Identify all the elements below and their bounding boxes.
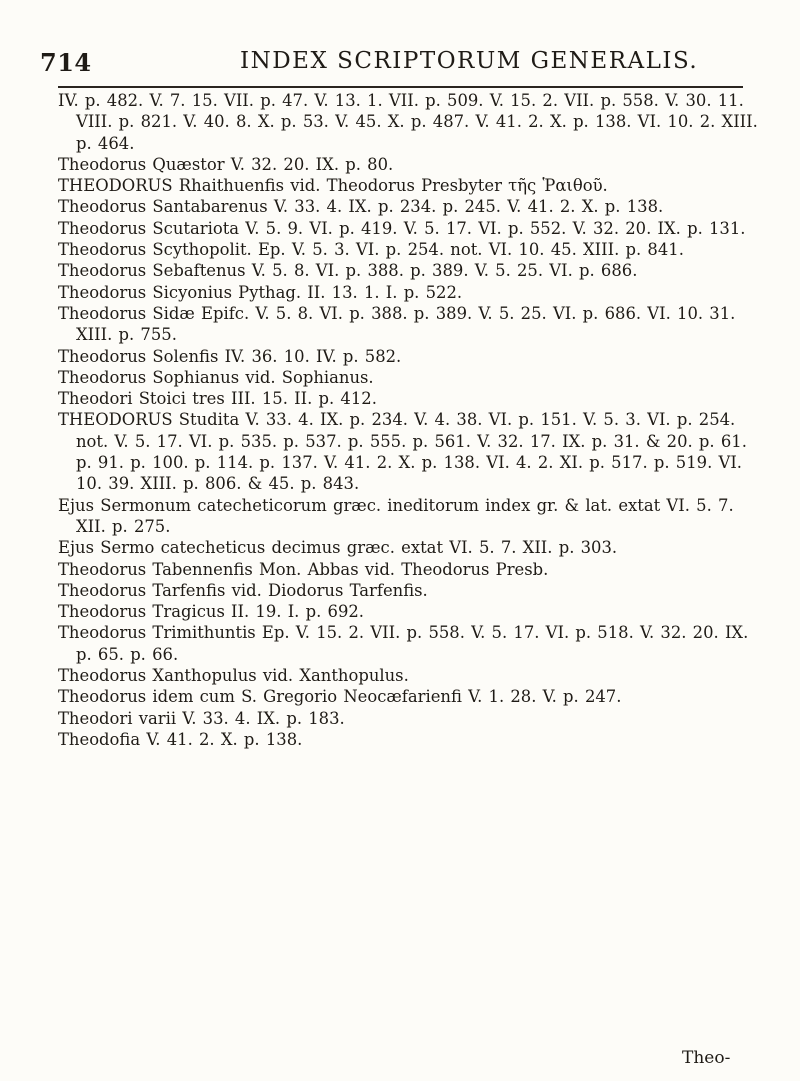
index-entry: Theodorus Tarfenfis vid. Diodorus Tarfenfis. — [58, 580, 428, 600]
index-entry: IV. p. 482. V. 7. 15. VII. p. 47. V. 13. 1. VII. p. 509. V. 15. 2. VII. p. 558. V. 30. 11. VIII. p. 821. V. 40. 8. X. p. 53. V. 45. X. p. 487. V. 41. 2. X. p. 138. VI. 10. 2. XIII. p. 464. — [58, 91, 758, 153]
catchword: Theo- — [682, 1048, 731, 1068]
index-entry: Theodorus Scythopolit. Ep. V. 5. 3. VI. p. 254. not. VI. 10. 45. XIII. p. 841. — [58, 240, 684, 260]
index-entry: Theodorus Solenfis IV. 36. 10. IV. p. 582. — [58, 346, 402, 366]
index-entry: Theodorus Tragicus II. 19. I. p. 692. — [58, 602, 365, 622]
index-entry: Theodorus Tabennenfis Mon. Abbas vid. Theodorus Presb. — [58, 559, 549, 579]
index-entry: Theodofia V. 41. 2. X. p. 138. — [58, 729, 303, 749]
index-entry: Theodorus Scutariota V. 5. 9. VI. p. 419. V. 5. 17. VI. p. 552. V. 32. 20. IX. p. 131. — [58, 218, 746, 238]
running-head — [30, 48, 770, 82]
index-entry: Theodorus Quæstor V. 32. 20. IX. p. 80. — [58, 154, 394, 174]
index-entry: Ejus Sermo catecheticus decimus græc. extat VI. 5. 7. XII. p. 303. — [58, 538, 618, 558]
page-number: 714 — [40, 48, 92, 77]
index-entry: Theodorus Sicyonius Pythag. II. 13. 1. I. p. 522. — [58, 282, 463, 302]
index-entry-list — [58, 90, 758, 750]
header-rule — [58, 86, 743, 88]
index-entry: Theodorus Xanthopulus vid. Xanthopulus. — [58, 666, 409, 686]
index-entry: Ejus Sermonum catecheticorum græc. ineditorum index gr. & lat. extat VI. 5. 7. XII. p. 275. — [58, 495, 734, 536]
index-entry: Theodorus Sophianus vid. Sophianus. — [58, 367, 374, 387]
index-entry: Theodorus Santabarenus V. 33. 4. IX. p. 234. p. 245. V. 41. 2. X. p. 138. — [58, 197, 664, 217]
index-entry: Theodorus Sebaftenus V. 5. 8. VI. p. 388. p. 389. V. 5. 25. VI. p. 686. — [58, 261, 638, 281]
running-title: INDEX SCRIPTORUM GENERALIS. — [240, 48, 699, 74]
index-entry: THEODORUS Studita V. 33. 4. IX. p. 234. V. 4. 38. VI. p. 151. V. 5. 3. VI. p. 254. not. V. 5. 17. VI. p. 535. p. 537. p. 555. p. 561. V. 32. 17. IX. p. 31. & 20. p. 61. p. 91. p. 100. p. 114. p. 137. V. 41. 2. X. p. 138. VI. 4. 2. XI. p. 517. p. 519. VI. 10. 39. XIII. p. 806. & 45. p. 843. — [58, 410, 747, 494]
index-entry: Theodorus Sidæ Epifc. V. 5. 8. VI. p. 388. p. 389. V. 5. 25. VI. p. 686. VI. 10. 31. XIII. p. 755. — [58, 303, 736, 345]
index-entry: THEODORUS Rhaithuenfis vid. Theodorus Presbyter τῆς Ῥαιθοῦ. — [58, 176, 608, 196]
index-entry: Theodorus idem cum S. Gregorio Neocæfarienfi V. 1. 28. V. p. 247. — [58, 687, 622, 707]
index-entry: Theodori Stoici tres III. 15. II. p. 412. — [58, 389, 377, 409]
index-entry: Theodorus Trimithuntis Ep. V. 15. 2. VII. p. 558. V. 5. 17. VI. p. 518. V. 32. 20. IX. p. 65. p. 66. — [58, 623, 749, 664]
index-entry: Theodori varii V. 33. 4. IX. p. 183. — [58, 708, 345, 728]
